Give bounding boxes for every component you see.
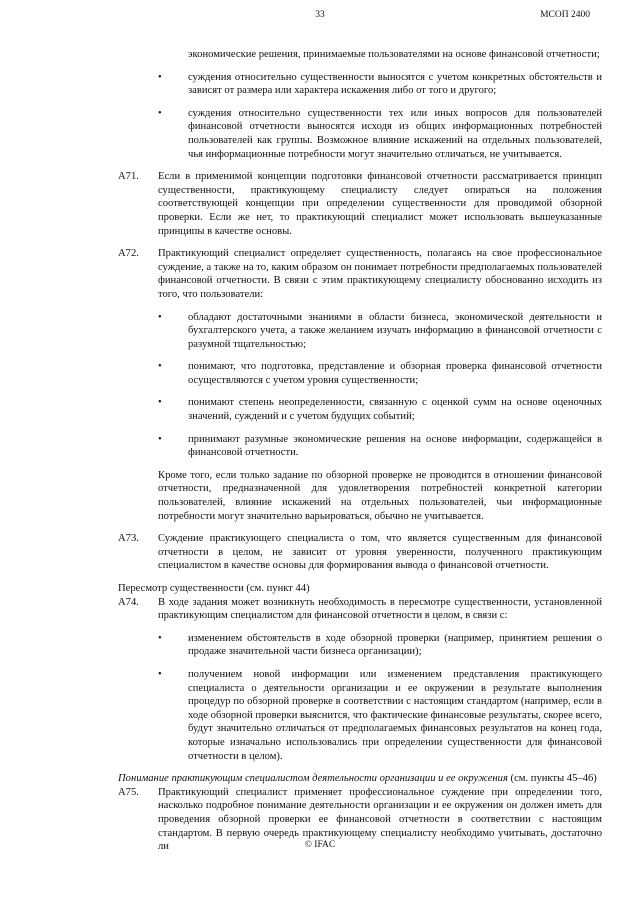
bullet-item xyxy=(118,396,602,423)
bullet-icon: • xyxy=(158,311,162,323)
bullet-item xyxy=(118,668,602,763)
page-body xyxy=(118,48,602,863)
paragraph-a74 xyxy=(118,596,602,623)
paragraph-number: А71. xyxy=(118,171,139,183)
bullet-icon: • xyxy=(158,71,162,83)
section-heading: Пересмотр существенности (см. пункт 44) xyxy=(118,583,310,594)
bullet-text: понимают степень неопределенности, связанную с оценкой сумм на основе оценочных значений, суждений и с учетом будущих событий; xyxy=(188,397,602,423)
heading-italic-text: Понимание практикующим специалистом деятельности организации и ее окружения xyxy=(118,773,508,785)
bullet-item xyxy=(118,632,602,659)
paragraph-text: Если в применимой концепции подготовки финансовой отчетности рассматривается принцип существенности, практикующему специалисту следует опираться на положения соответствующей концепции при определении существенности для проводимой обзорной проверки. Если же нет, то практикующий специалист может использовать вышеуказанные принципы в качестве основы. xyxy=(158,171,602,237)
bullet-icon: • xyxy=(158,668,162,680)
paragraph-continuation xyxy=(118,469,602,523)
paragraph-number: А75. xyxy=(118,786,139,798)
paragraph-number: А73. xyxy=(118,533,139,545)
bullet-text: суждения относительно существенности выносятся с учетом конкретных обстоятельств и зависят от размера или характера искажения либо от того и другого; xyxy=(188,71,602,97)
paragraph-text: В ходе задания может возникнуть необходимость в пересмотре существенности, установленной практикующим специалистом для финансовой отчетности в целом, в связи с: xyxy=(158,596,602,622)
bullet-text: понимают, что подготовка, представление и обзорная проверка финансовой отчетности осуществляются с учетом уровня существенности; xyxy=(188,361,602,386)
paragraph-text: Суждение практикующего специалиста о том, что является существенным для финансовой отчетности в целом, не зависит от уровня уверенности, полученного практикующим специалистом в качестве основы для формирования вывода о финансовой отчетности. xyxy=(158,533,602,572)
bullet-item xyxy=(118,107,602,161)
bullet-text: суждения относительно существенности тех или иных вопросов для пользователей финансовой отчетности выносятся исходя из общих информационных потребностей пользователей как группы. Возможное влияние искажений на отдельных пользователей, чья информационные потребности могут значительно отличаться, не учитывается. xyxy=(188,107,602,160)
bullet-icon: • xyxy=(158,107,162,119)
bullet-item xyxy=(118,360,602,387)
bullet-text: обладают достаточными знаниями в области бизнеса, экономической деятельности и бухгалтерского учета, а также желанием изучать информацию в финансовой отчетности с разумной тщательностью; xyxy=(188,311,602,350)
bullet-item xyxy=(118,433,602,460)
section-heading-italic xyxy=(118,772,602,786)
bullet-icon: • xyxy=(158,361,162,373)
bullet-icon: • xyxy=(158,397,162,409)
bullet-text: экономические решения, принимаемые пользователями на основе финансовой отчетности; xyxy=(188,49,600,60)
paragraph-text: Кроме того, если только задание по обзорной проверке не проводится в отношении финансовой отчетности, предназначенной для удовлетворения потребностей конкретной категории пользователей, влияние искажений на отдельных пользователей, чьи информационные потребности могут значительно варьироваться, обычно не учитывается. xyxy=(158,469,602,522)
paragraph-text: Практикующий специалист применяет профессиональное суждение при определении того, насколько подробное понимание деятельности организации и ее окружения он должен иметь для проведения обзорной проверки ее финансовой отчетности в соответствии с настоящим стандартом. В первую очередь практикующему специалисту необходимо учитывать, достаточно ли xyxy=(158,786,602,853)
bullet-icon: • xyxy=(158,632,162,644)
paragraph-a72 xyxy=(118,247,602,301)
paragraph-text: Практикующий специалист определяет существенность, полагаясь на свое профессиональное суждение, а также на то, каким образом он понимает потребности предполагаемых пользователей финансовой отчетности. В связи с этим практикующему специалисту обоснованно исходить из того, что пользователи: xyxy=(158,248,602,300)
bullet-text: изменением обстоятельств в ходе обзорной проверки (например, принятием решения о продаже значительной части бизнеса организации); xyxy=(188,632,602,658)
page-footer: © IFAC xyxy=(304,840,336,850)
paragraph-a73 xyxy=(118,532,602,573)
paragraph-number: А72. xyxy=(118,248,139,260)
document-code: МСОП 2400 xyxy=(540,10,590,20)
bullet-continuation xyxy=(118,48,602,62)
heading-reference: (см. пункты 45–46) xyxy=(507,773,597,785)
paragraph-a71 xyxy=(118,170,602,238)
bullet-icon: • xyxy=(158,433,162,445)
bullet-text: принимают разумные экономические решения на основе информации, содержащейся в финансовой отчетности. xyxy=(188,433,602,459)
bullet-item xyxy=(118,71,602,98)
bullet-item xyxy=(118,311,602,352)
page-number: 33 xyxy=(315,10,325,20)
bullet-text: получением новой информации или изменением представления практикующего специалиста о деятельности организации и ее окружении в результате выполнения процедур по обзорной проверке в соответствии с настоящим стандартом (например, если в ходе обзорной проверки выяснится, что фактические финансовые результаты, скорее всего, будут значительно отличаться от предполагаемых финансовых результатов на конец года, которые изначально использовались при определении существенности для финансовой отчетности в целом). xyxy=(188,668,602,762)
paragraph-number: А74. xyxy=(118,596,139,608)
